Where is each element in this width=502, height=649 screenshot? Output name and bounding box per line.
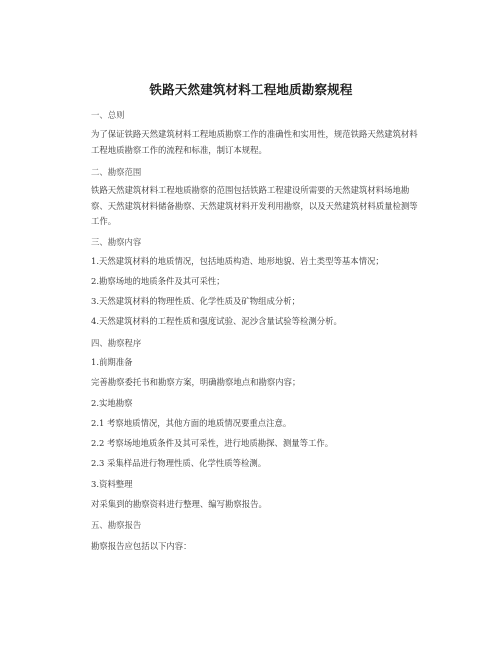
procedure-step3-body: 对采集到的勘察资料进行整理、编写勘察报告。 [91,499,267,509]
section-heading-report: 五、勘察报告 [91,520,142,530]
content-item-3: 3.天然建筑材料的物理性质、化学性质及矿物组成分析； [91,296,300,306]
report-paragraph: 勘察报告应包括以下内容： [91,541,192,551]
general-paragraph: 为了保证铁路天然建筑材料工程地质勘察工作的准确性和实用性，规范铁路天然建筑材料工程地质勘察工作的流程和标准，制订本规程。 [91,129,418,155]
content-item-2: 2.勘察场地的地质条件及其可采性； [91,276,225,286]
section-heading-scope: 二、勘察范围 [91,167,142,177]
section-heading-general: 一、总则 [91,110,125,120]
content-item-1: 1.天然建筑材料的地质情况，包括地质构造、地形地貌、岩土类型等基本情况； [91,256,384,266]
content-item-4: 4.天然建筑材料的工程性质和强度试验、泥沙含量试验等检测分析。 [91,316,342,326]
scope-paragraph: 铁路天然建筑材料工程地质勘察的范围包括铁路工程建设所需要的天然建筑材料场地勘察、天然建筑材料储备勘察、天然建筑材料开发利用勘察，以及天然建筑材料质量检测等工作。 [91,185,418,226]
procedure-step1-body: 完善勘察委托书和勘察方案，明确勘察地点和勘察内容； [91,377,301,387]
procedure-step2-item-1: 2.1 考察地质情况，其他方面的地质情况要重点注意。 [91,418,292,428]
procedure-step2-item-3: 2.3 采集样品进行物理性质、化学性质等检测。 [91,458,267,468]
document-title: 铁路天然建筑材料工程地质勘察规程 [149,82,353,97]
procedure-step2-title: 2.实地勘察 [91,398,133,408]
procedure-step2-item-2: 2.2 考察场地地质条件及其可采性，进行地质勘探、测量等工作。 [91,438,334,448]
procedure-step1-title: 1.前期准备 [91,357,133,367]
section-heading-content: 三、勘察内容 [91,237,142,247]
section-heading-procedure: 四、勘察程序 [91,338,142,348]
procedure-step3-title: 3.资料整理 [91,479,133,489]
